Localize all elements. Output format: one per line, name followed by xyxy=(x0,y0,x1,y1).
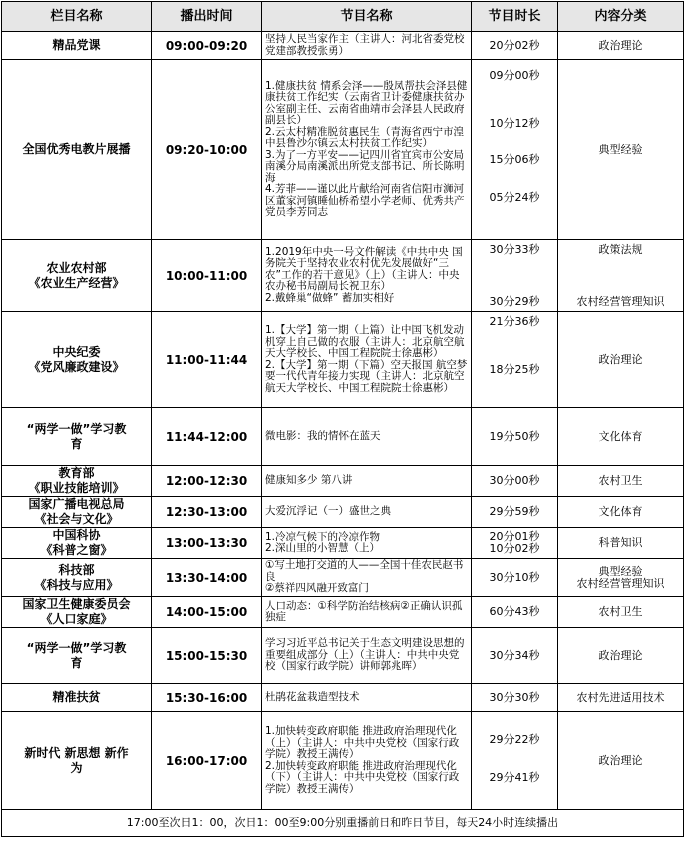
table-row xyxy=(2,32,684,60)
column-name: 科技部 《科技与应用》 xyxy=(2,559,152,597)
air-time: 09:00-09:20 xyxy=(152,32,262,60)
duration: 19分50秒 xyxy=(472,408,558,466)
duration: 09分00秒 10分12秒 15分06秒 05分24秒 xyxy=(472,60,558,240)
program-name: 杜鹃花盆栽造型技术 xyxy=(262,684,472,712)
table-row xyxy=(2,466,684,497)
schedule-table xyxy=(1,1,684,837)
column-name: 精品党课 xyxy=(2,32,152,60)
header-air-time: 播出时间 xyxy=(152,2,262,32)
program-name: 学习习近平总书记关于生态文明建设思想的重要组成部分（上）（主讲人：中共中央党校（国家行政学院）讲师郭兆晖） xyxy=(262,628,472,684)
column-name: 农业农村部 《农业生产经营》 xyxy=(2,240,152,312)
category: 农村先进适用技术 xyxy=(558,684,684,712)
program-name: 1.加快转变政府职能 推进政府治理现代化（上）（主讲人：中共中央党校（国家行政学院）教授王满传） 2.加快转变政府职能 推进政府治理现代化（下）（主讲人：中共中央党校（国家行政学院）教授王满传） xyxy=(262,712,472,810)
category: 典型经验 xyxy=(558,60,684,240)
program-name: 1.冷凉气候下的冷凉作物 2.深山里的小智慧（上） xyxy=(262,528,472,559)
category: 典型经验 农村经营管理知识 xyxy=(558,559,684,597)
column-name: “两学一做”学习教 育 xyxy=(2,408,152,466)
table-row xyxy=(2,312,684,408)
duration: 29分59秒 xyxy=(472,497,558,528)
table-row xyxy=(2,684,684,712)
air-time: 11:44-12:00 xyxy=(152,408,262,466)
program-name: 1.【大学】第一期（上篇）让中国飞机发动机穿上自己做的衣服（主讲人：北京航空航天大学校长、中国工程院院士徐惠彬） 2.【大学】第一期（下篇）空天报国 航空梦要一代代青年接力实现（主讲人：北京航空航天大学校长、中国工程院院士徐惠彬） xyxy=(262,312,472,408)
air-time: 10:00-11:00 xyxy=(152,240,262,312)
column-name: 全国优秀电教片展播 xyxy=(2,60,152,240)
air-time: 16:00-17:00 xyxy=(152,712,262,810)
air-time: 15:30-16:00 xyxy=(152,684,262,712)
duration: 21分36秒 18分25秒 xyxy=(472,312,558,408)
program-name: 人口动态：①科学防治结核病②正确认识孤独症 xyxy=(262,597,472,628)
category: 文化体育 xyxy=(558,408,684,466)
duration: 30分00秒 xyxy=(472,466,558,497)
air-time: 12:30-13:00 xyxy=(152,497,262,528)
air-time: 14:00-15:00 xyxy=(152,597,262,628)
footer-note: 17:00至次日1：00，次日1：00至9:00分别重播前日和昨日节目，每天24小时连续播出 xyxy=(2,810,684,837)
program-name: 1.2019年中央一号文件解读《中共中央 国务院关于坚持农业农村优先发展做好“三农”工作的若干意见》（上）（主讲人：中央农办秘书局副局长祝卫东） 2.戴蜂巢“做蜂” 蓄加实相好 xyxy=(262,240,472,312)
program-name: ①写土地打交道的人——全国十佳农民赵书良 ②蔡祥四风融开致富门 xyxy=(262,559,472,597)
header-row xyxy=(2,2,684,32)
column-name: 国家广播电视总局 《社会与文化》 xyxy=(2,497,152,528)
table-row xyxy=(2,712,684,810)
category: 政治理论 xyxy=(558,312,684,408)
category: 农村卫生 xyxy=(558,466,684,497)
category: 政策法规 农村经营管理知识 xyxy=(558,240,684,312)
category: 文化体育 xyxy=(558,497,684,528)
table-row xyxy=(2,559,684,597)
program-name: 健康知多少 第八讲 xyxy=(262,466,472,497)
duration: 20分01秒 10分02秒 xyxy=(472,528,558,559)
category: 农村卫生 xyxy=(558,597,684,628)
table-row xyxy=(2,408,684,466)
header-category: 内容分类 xyxy=(558,2,684,32)
program-name: 坚持人民当家作主（主讲人：河北省委党校党建部教授张勇） xyxy=(262,32,472,60)
program-name: 1.健康扶贫 情系会泽——殷凤帮扶会泽县健康扶贫工作纪实（云南省卫计委健康扶贫办公室副主任、云南省曲靖市会泽县人民政府副县长） 2.云太村精准脱贫惠民生（青海省西宁市湟中县鲁沙尔镇云太村扶贫工作纪实） 3.为了一方平安——记四川省宜宾市公安局南溪分局南溪派出所党支部书记、所长陈明海 4.芳菲——谨以此片献给河南省信阳市浉河区董家河镇睡仙桥希望小学老师、优秀共产党员李芳同志 xyxy=(262,60,472,240)
duration: 60分43秒 xyxy=(472,597,558,628)
column-name: 新时代 新思想 新作 为 xyxy=(2,712,152,810)
duration: 30分30秒 xyxy=(472,684,558,712)
duration: 30分33秒 30分29秒 xyxy=(472,240,558,312)
duration: 30分10秒 xyxy=(472,559,558,597)
header-program-name: 节目名称 xyxy=(262,2,472,32)
table-row xyxy=(2,60,684,240)
footer-row xyxy=(2,810,684,837)
air-time: 09:20-10:00 xyxy=(152,60,262,240)
duration: 30分34秒 xyxy=(472,628,558,684)
program-name: 大爱沉浮记（一）盛世之典 xyxy=(262,497,472,528)
air-time: 13:30-14:00 xyxy=(152,559,262,597)
air-time: 13:00-13:30 xyxy=(152,528,262,559)
column-name: “两学一做”学习教 育 xyxy=(2,628,152,684)
column-name: 国家卫生健康委员会 《人口家庭》 xyxy=(2,597,152,628)
column-name: 教育部 《职业技能培训》 xyxy=(2,466,152,497)
column-name: 精准扶贫 xyxy=(2,684,152,712)
category: 政治理论 xyxy=(558,712,684,810)
air-time: 15:00-15:30 xyxy=(152,628,262,684)
duration: 20分02秒 xyxy=(472,32,558,60)
column-name: 中央纪委 《党风廉政建设》 xyxy=(2,312,152,408)
table-row xyxy=(2,497,684,528)
table-row xyxy=(2,528,684,559)
category: 政治理论 xyxy=(558,628,684,684)
category: 政治理论 xyxy=(558,32,684,60)
category: 科普知识 xyxy=(558,528,684,559)
table-row xyxy=(2,240,684,312)
header-duration: 节目时长 xyxy=(472,2,558,32)
table-row xyxy=(2,628,684,684)
air-time: 12:00-12:30 xyxy=(152,466,262,497)
program-name: 微电影：我的情怀在蓝天 xyxy=(262,408,472,466)
duration: 29分22秒 29分41秒 xyxy=(472,712,558,810)
column-name: 中国科协 《科普之窗》 xyxy=(2,528,152,559)
air-time: 11:00-11:44 xyxy=(152,312,262,408)
header-column-name: 栏目名称 xyxy=(2,2,152,32)
table-row xyxy=(2,597,684,628)
